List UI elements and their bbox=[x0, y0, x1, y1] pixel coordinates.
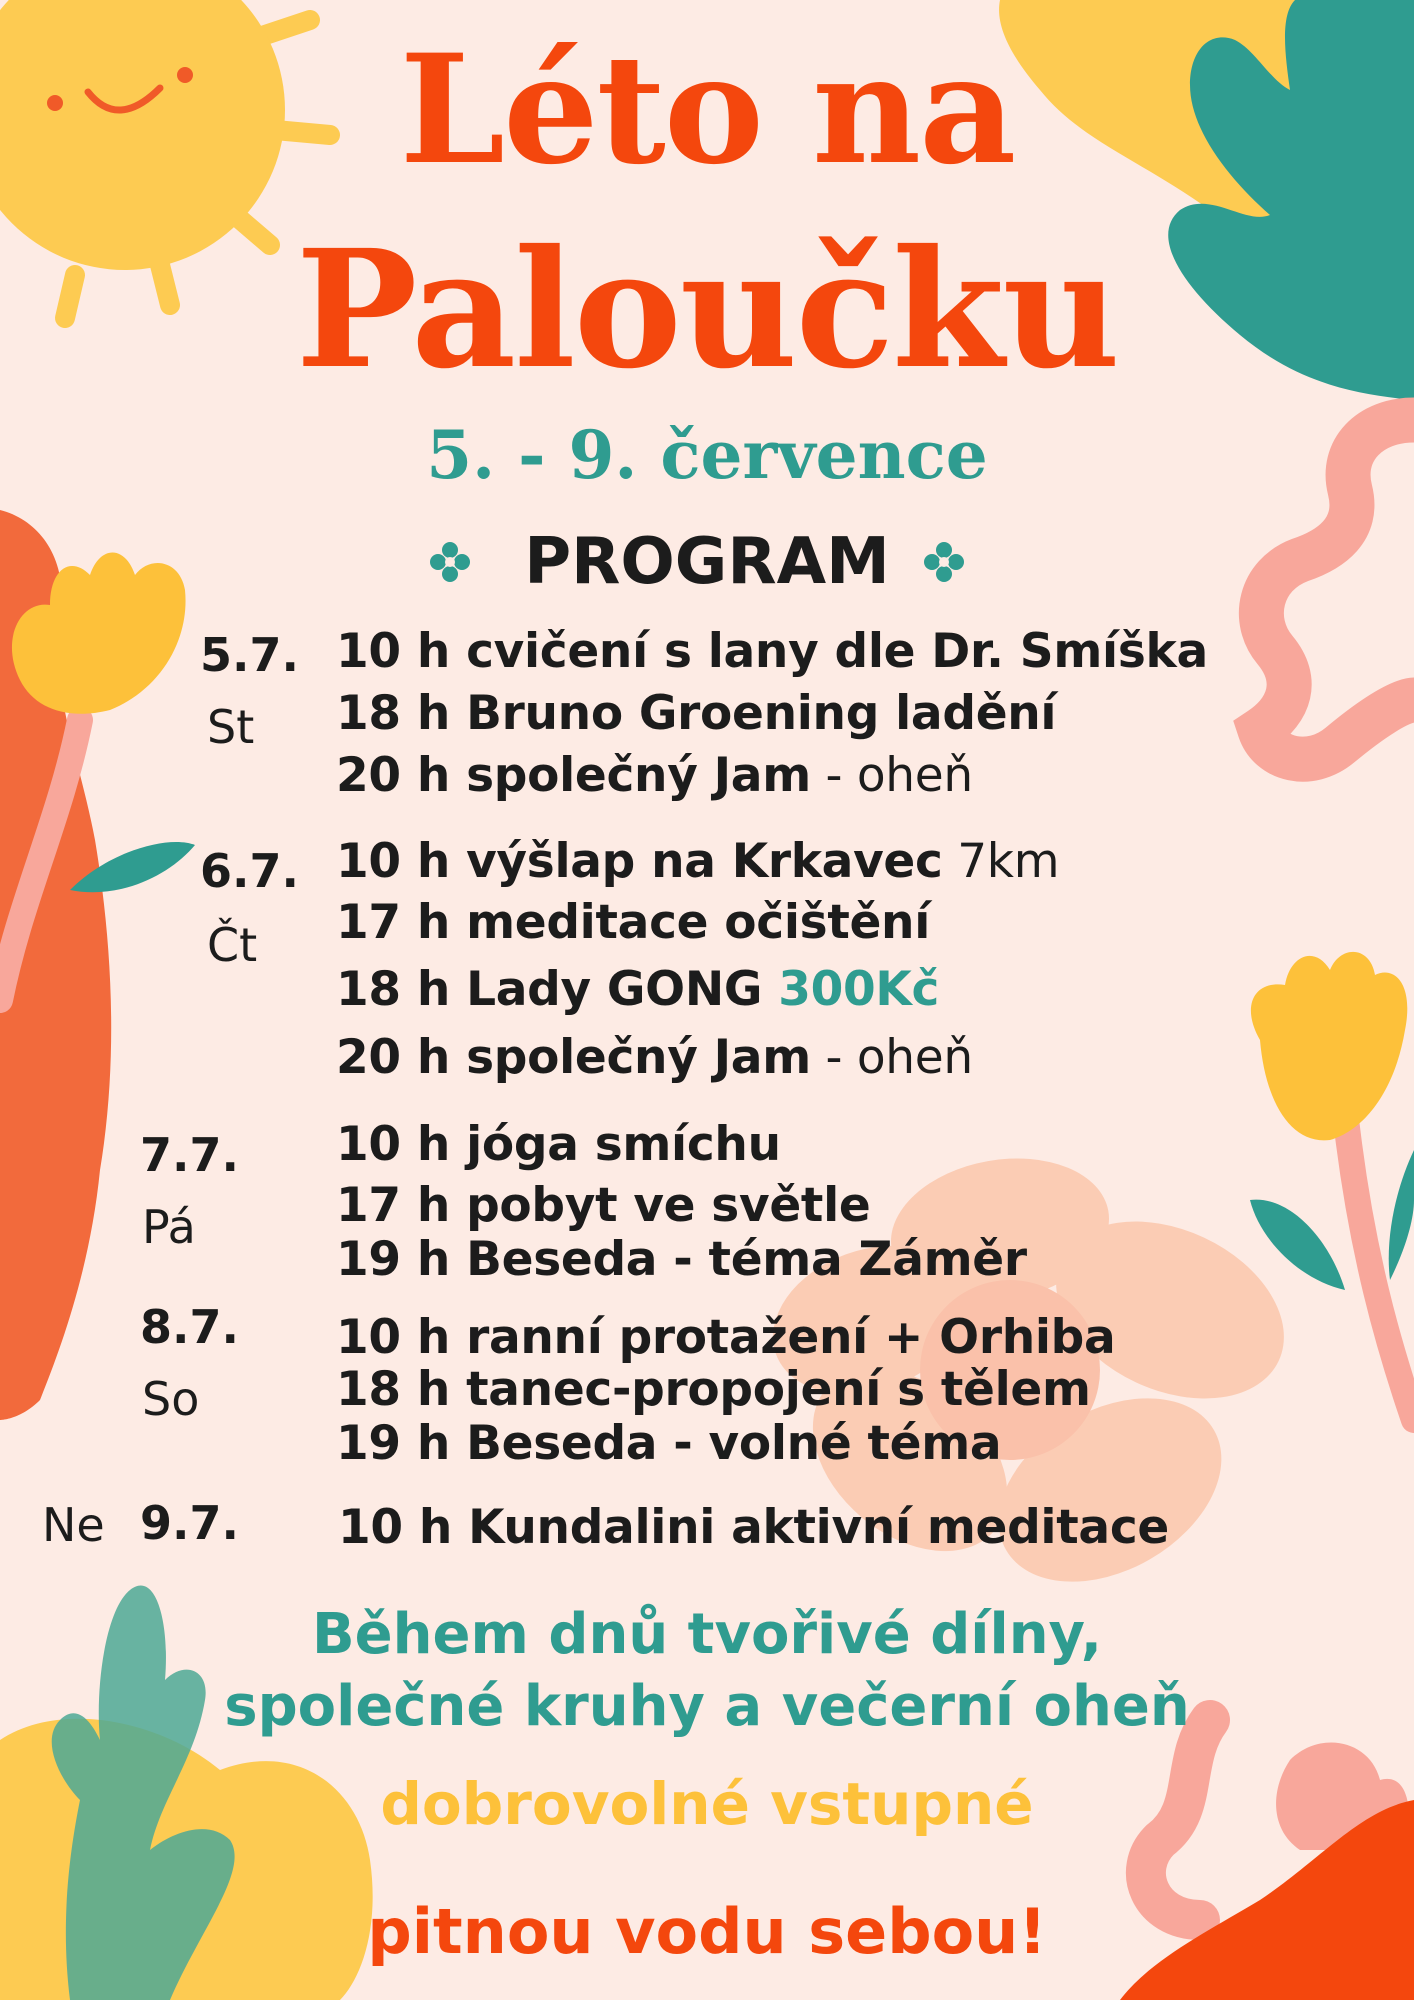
day-date: 6.7. bbox=[200, 844, 299, 898]
day-weekday: Čt bbox=[207, 918, 258, 972]
event-item: 19 h Beseda - volné téma bbox=[336, 1416, 1002, 1471]
event-item: 10 h výšlap na Krkavec 7km bbox=[336, 834, 1060, 889]
event-item: 18 h Lady GONG 300Kč bbox=[336, 962, 940, 1017]
workshops-note-line-2: společné kruhy a večerní oheň bbox=[224, 1674, 1190, 1739]
event-item: 20 h společný Jam - oheň bbox=[336, 748, 973, 803]
day-weekday: Ne bbox=[42, 1498, 105, 1552]
event-item: 18 h Bruno Groening ladění bbox=[336, 686, 1057, 741]
day-weekday: So bbox=[142, 1372, 200, 1426]
water-note: pitnou vodu sebou! bbox=[367, 1895, 1047, 1968]
day-date: 9.7. bbox=[140, 1496, 239, 1550]
event-item: 20 h společný Jam - oheň bbox=[336, 1030, 973, 1085]
title-line-2: Palоučku bbox=[295, 215, 1119, 405]
day-weekday: Pá bbox=[142, 1200, 196, 1254]
event-item: 17 h pobyt ve světle bbox=[336, 1178, 871, 1233]
event-item: 17 h meditace očištění bbox=[336, 895, 931, 950]
event-item: 19 h Beseda - téma Záměr bbox=[336, 1232, 1027, 1287]
day-date: 5.7. bbox=[200, 628, 299, 682]
day-date: 8.7. bbox=[140, 1300, 239, 1354]
title-line-1: Léto na bbox=[399, 22, 1015, 198]
event-item: 10 h cvičení s lany dle Dr. Smíška bbox=[336, 624, 1208, 679]
day-weekday: St bbox=[207, 700, 255, 754]
event-item: 18 h tanec-propojení s tělem bbox=[336, 1362, 1091, 1417]
program-heading: PROGRAM bbox=[524, 525, 890, 599]
day-date: 7.7. bbox=[140, 1128, 239, 1182]
event-item: 10 h Kundalini aktivní meditace bbox=[338, 1500, 1169, 1555]
event-item: 10 h ranní protažení + Orhiba bbox=[336, 1310, 1116, 1365]
flower-bullet-icon bbox=[922, 540, 966, 584]
date-range: 5. - 9. července bbox=[426, 416, 988, 494]
workshops-note-line-1: Během dnů tvořivé dílny, bbox=[312, 1602, 1102, 1667]
entry-fee-note: dobrovolné vstupné bbox=[380, 1770, 1034, 1838]
event-item: 10 h jóga smíchu bbox=[336, 1117, 781, 1172]
